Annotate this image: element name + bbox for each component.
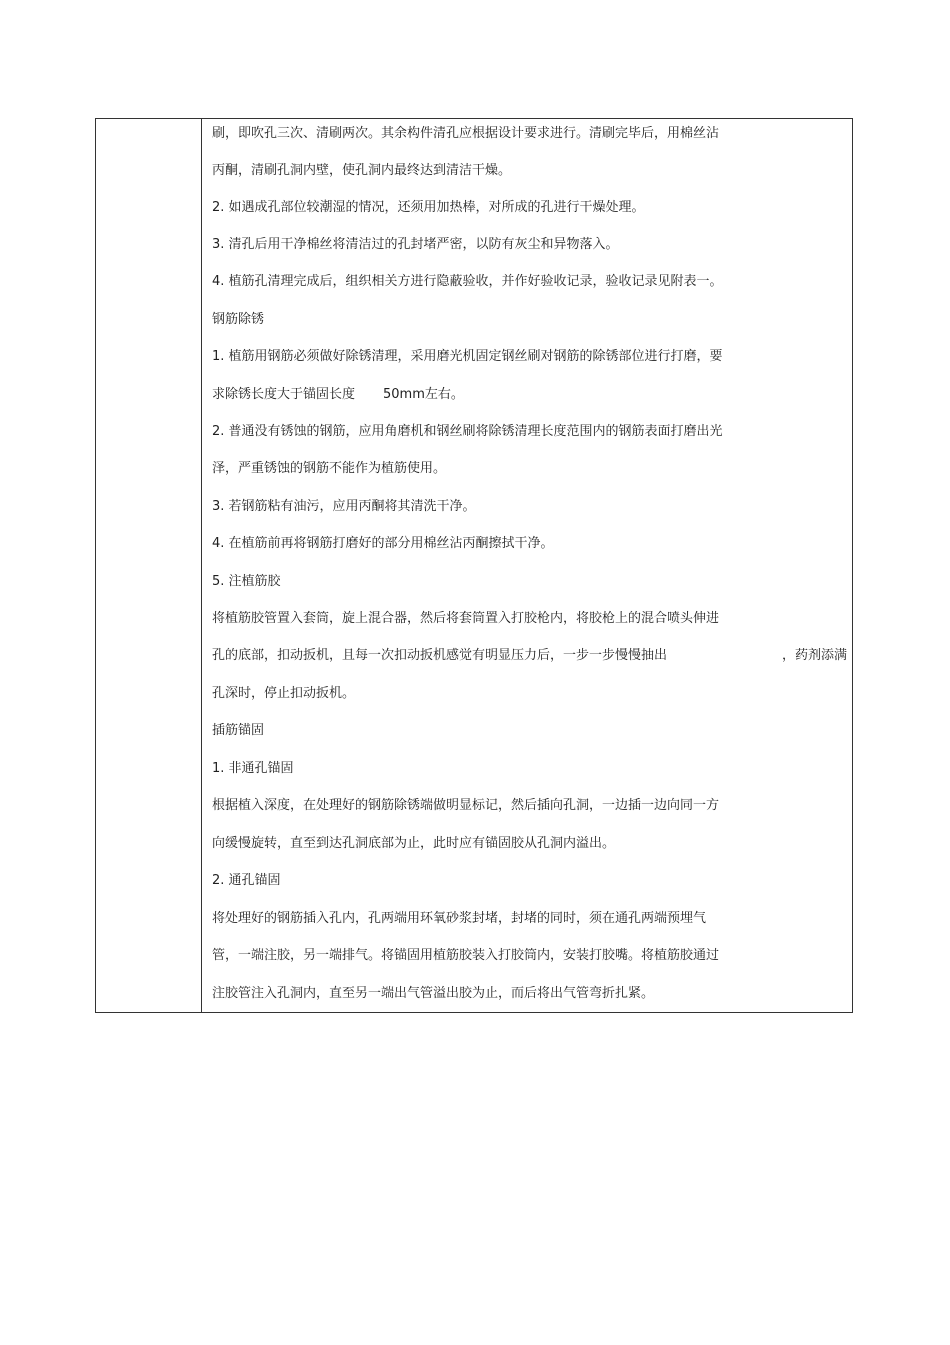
section-heading: 插筋锚固 xyxy=(212,723,265,738)
text-line: 2. 如遇成孔部位较潮湿的情况，还须用加热棒，对所成的孔进行干燥处理。 xyxy=(212,200,645,215)
document-table xyxy=(95,118,853,1013)
text-line: 根据植入深度，在处理好的钢筋除锈端做明显标记，然后插向孔洞，一边插一边向同一方 xyxy=(212,798,720,813)
text-line: 1. 非通孔锚固 xyxy=(212,761,294,776)
text-line: 泽，严重锈蚀的钢筋不能作为植筋使用。 xyxy=(212,461,447,476)
text-line xyxy=(212,385,464,405)
table-content-cell xyxy=(212,124,848,1009)
text-line: 注胶管注入孔洞内，直至另一端出气管溢出胶为止，而后将出气管弯折扎紧。 xyxy=(212,986,655,1001)
table-left-column xyxy=(96,119,202,1012)
text-line: 5. 注植筋胶 xyxy=(212,574,281,589)
text-line: 2. 通孔锚固 xyxy=(212,873,281,888)
text-fragment: ，药剂添满 xyxy=(782,648,848,663)
section-heading: 钢筋除锈 xyxy=(212,312,265,327)
text-line: 管，一端注胶，另一端排气。将锚固用植筋胶装入打胶筒内，安装打胶嘴。将植筋胶通过 xyxy=(212,948,720,963)
text-line: 向缓慢旋转，直至到达孔洞底部为止，此时应有锚固胶从孔洞内溢出。 xyxy=(212,836,616,851)
text-line: 孔的底部，扣动扳机，且每一次扣动扳机感觉有明显压力后，一步一步慢慢抽出 xyxy=(212,648,668,663)
text-line: 4. 植筋孔清理完成后，组织相关方进行隐蔽验收，并作好验收记录，验收记录见附表一。 xyxy=(212,274,723,289)
text-line: 孔深时，停止扣动扳机。 xyxy=(212,686,356,701)
text-line: 4. 在植筋前再将钢筋打磨好的部分用棉丝沾丙酮擦拭干净。 xyxy=(212,536,554,551)
text-line: 3. 若钢筋粘有油污，应用丙酮将其清洗干净。 xyxy=(212,499,476,514)
text-line: 1. 植筋用钢筋必须做好除锈清理，采用磨光机固定钢丝刷对钢筋的除锈部位进行打磨，要 xyxy=(212,349,723,364)
text-line: 2. 普通没有锈蚀的钢筋，应用角磨机和钢丝刷将除锈清理长度范围内的钢筋表面打磨出光 xyxy=(212,424,723,439)
text-line: 刷，即吹孔三次、清刷两次。其余构件清孔应根据设计要求进行。清刷完毕后，用棉丝沾 xyxy=(212,126,720,141)
text-fragment: 50mm左右。 xyxy=(383,387,464,402)
text-line: 丙酮，清刷孔洞内壁，使孔洞内最终达到清洁干燥。 xyxy=(212,163,512,178)
text-fragment: 求除锈长度大于锚固长度 xyxy=(212,387,356,402)
text-line: 将植筋胶管置入套筒，旋上混合器，然后将套筒置入打胶枪内，将胶枪上的混合喷头伸进 xyxy=(212,611,720,626)
text-line: 3. 清孔后用干净棉丝将清洁过的孔封堵严密，以防有灰尘和异物落入。 xyxy=(212,237,619,252)
text-line: 将处理好的钢筋插入孔内，孔两端用环氧砂浆封堵，封堵的同时，须在通孔两端预埋气 xyxy=(212,911,707,926)
